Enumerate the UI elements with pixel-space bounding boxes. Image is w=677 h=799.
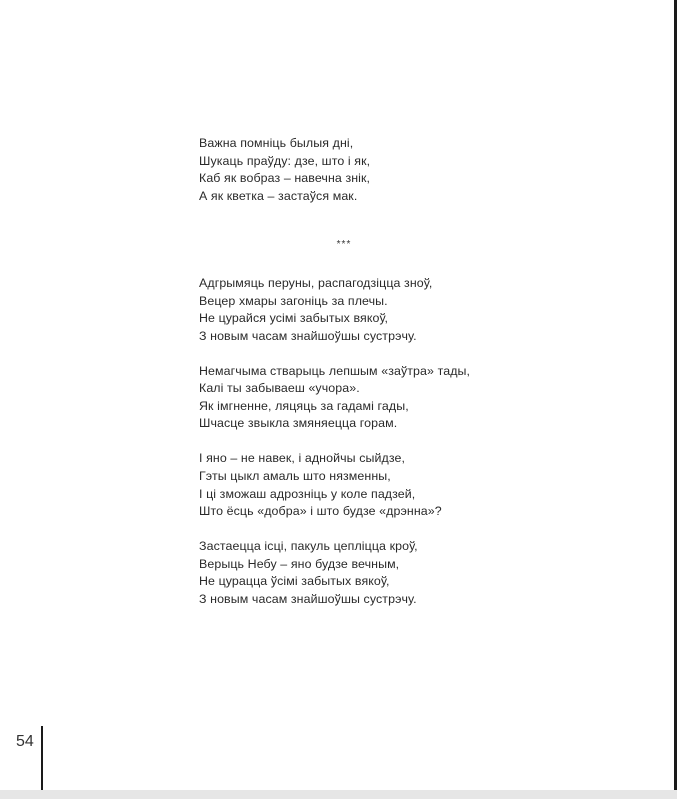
poem-line: Немагчыма стварыць лепшым «заўтра» тады, (199, 363, 471, 378)
stanza (199, 135, 519, 205)
poem-lower (199, 275, 519, 626)
page-number: 54 (16, 733, 34, 750)
poem-line: Верыць Небу – яно будзе вечным, (199, 556, 400, 571)
page-number-rule (41, 726, 43, 790)
stanza (199, 363, 519, 433)
poem-line: Каб як вобраз – навечна знік, (199, 171, 371, 186)
poem-line: Шукаць праўду: дзе, што і як, (199, 153, 371, 168)
poem-line: Адгрымяць перуны, распагодзіцца зноў, (199, 276, 433, 290)
stanza (199, 538, 519, 608)
poem-line: Важна помніць былыя дні, (199, 136, 354, 150)
poem-line: Шчасце звыкла змяняецца горам. (199, 416, 398, 431)
poem-line: Гэты цыкл амаль што нязменны, (199, 468, 391, 483)
poem-line: І ці зможаш адрозніць у коле падзей, (199, 486, 416, 501)
poem-line: Што ёсць «добра» і што будзе «дрэнна»? (199, 504, 442, 519)
poem-line: Застаецца ісці, пакуль цепліцца кроў, (199, 539, 418, 554)
poem-line: З новым часам знайшоўшы сустрэчу. (199, 328, 417, 343)
poem-upper (199, 135, 519, 205)
poem-line: З новым часам знайшоўшы сустрэчу. (199, 591, 417, 606)
poem-line: Як імгненне, ляцяць за гадамі гады, (199, 398, 409, 413)
poem-line: А як кветка – застаўся мак. (199, 188, 358, 203)
section-separator: *** (336, 239, 352, 250)
poem-line: Вецер хмары загоніць за плечы. (199, 293, 388, 308)
page-bottom-strip (0, 790, 677, 799)
poem-line: Не цурацца ўсімі забытых вякоў, (199, 574, 390, 589)
poem-line: Калі ты забываеш «учора». (199, 381, 360, 396)
stanza (199, 275, 519, 345)
poem-line: І яно – не навек, і аднойчы сыйдзе, (199, 451, 406, 466)
poem-line: Не цурайся усімі забытых вякоў, (199, 311, 389, 326)
stanza (199, 450, 519, 520)
